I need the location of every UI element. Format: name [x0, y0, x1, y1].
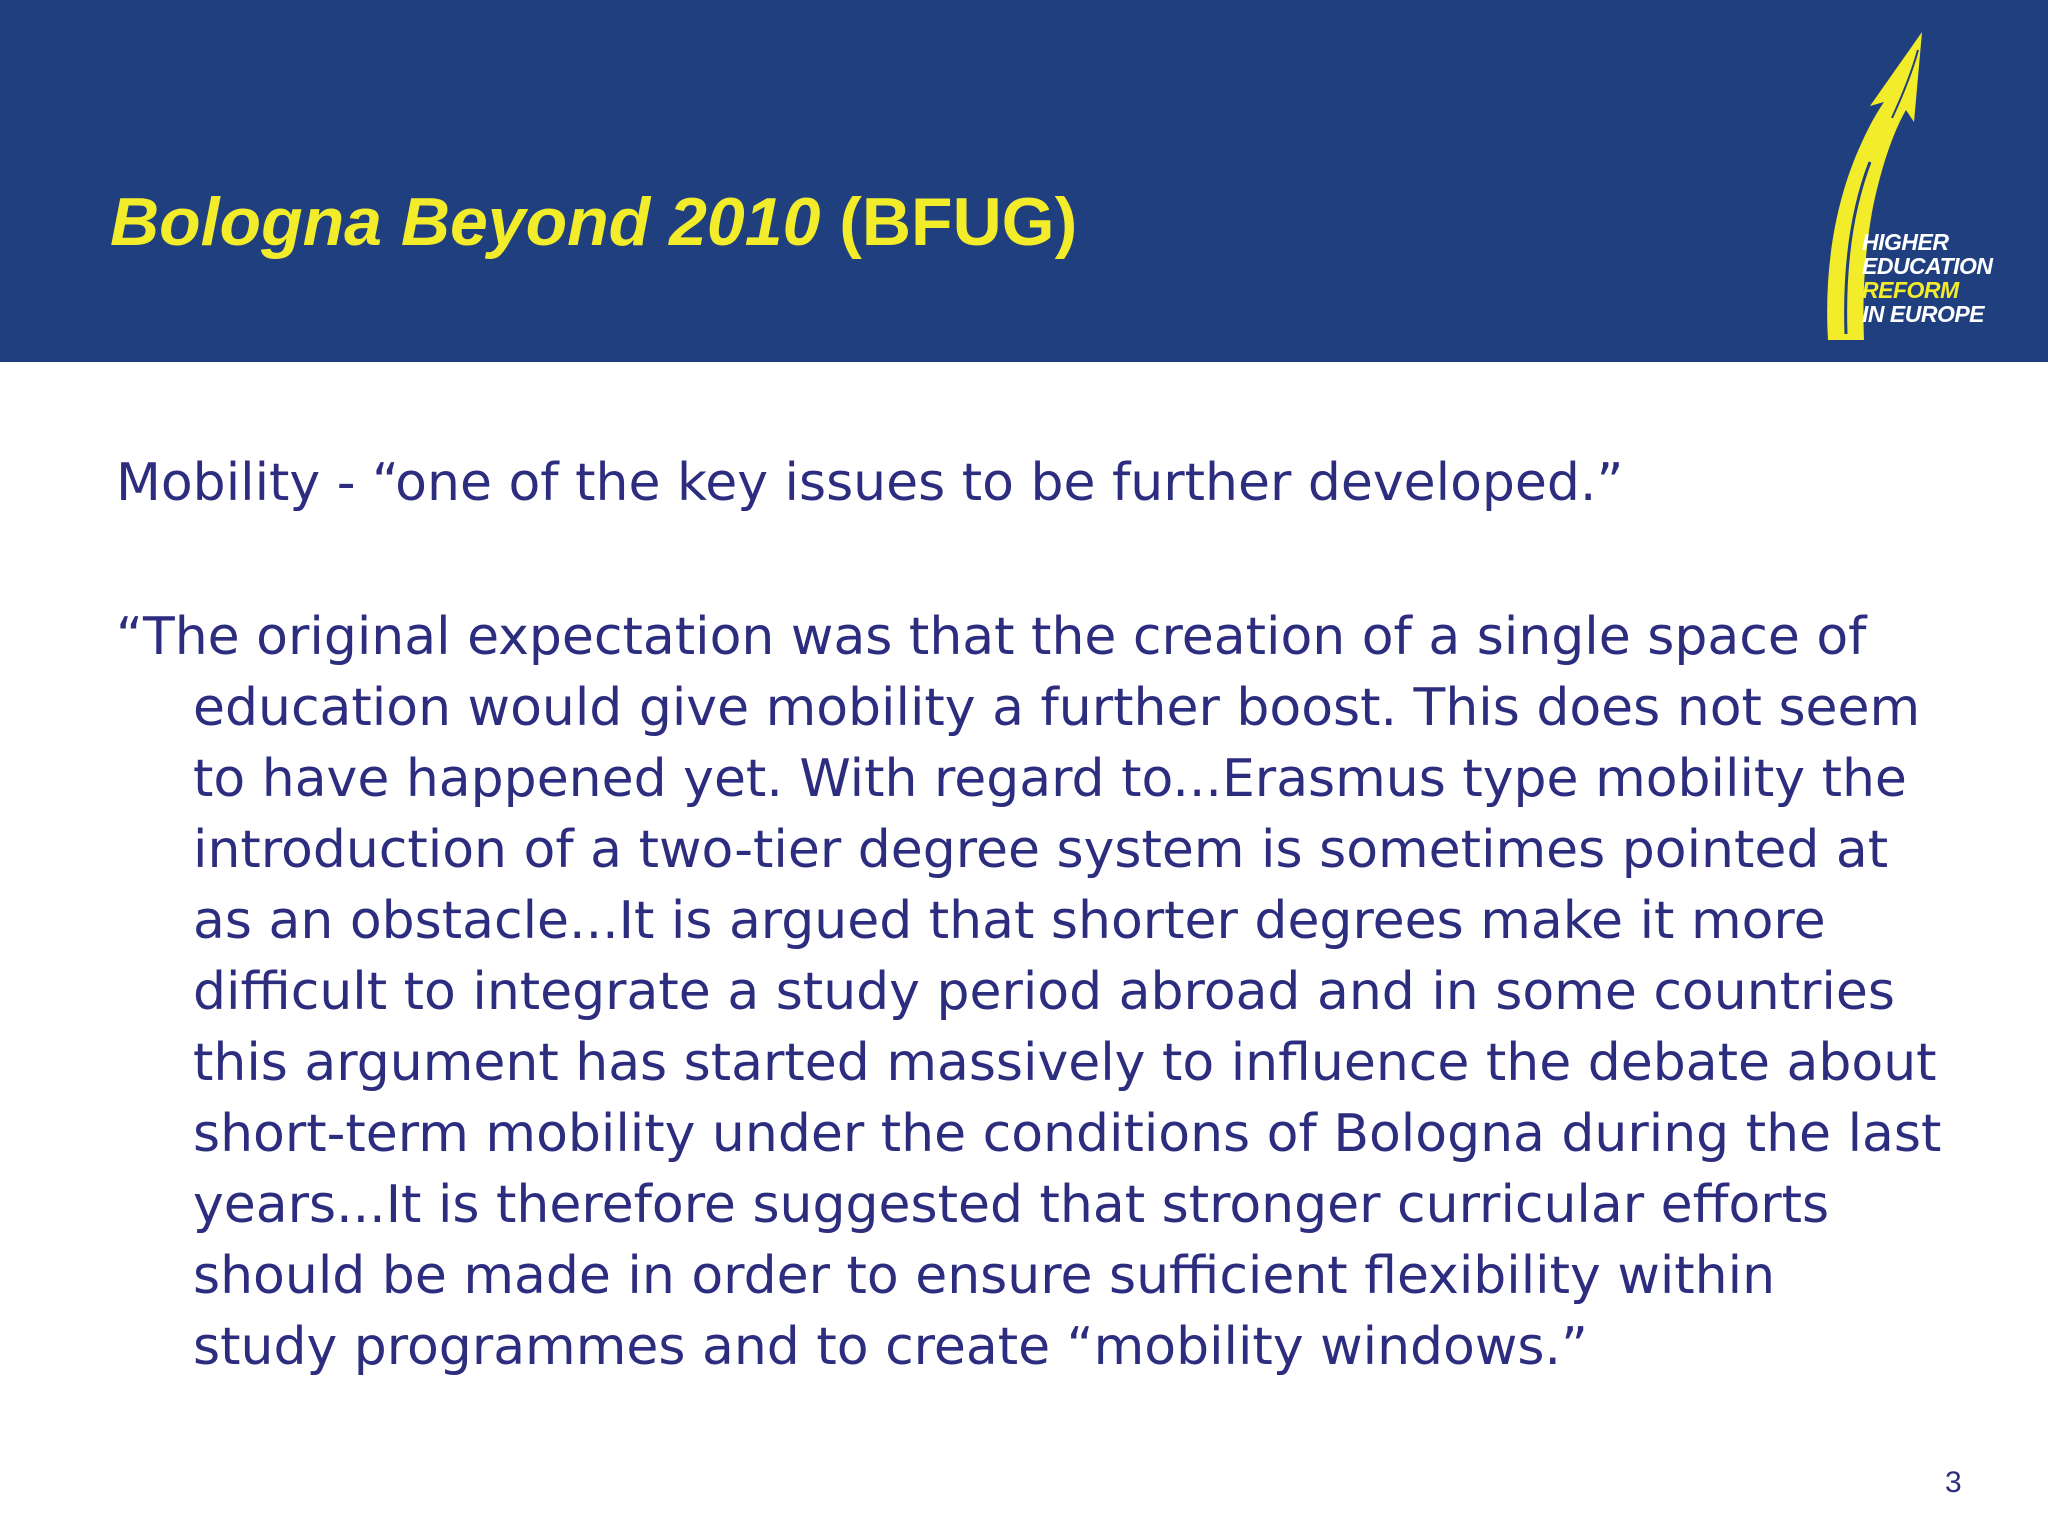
- quote-line: introduction of a two-tier degree system is sometimes pointed at: [193, 820, 1889, 880]
- quote-line: years...It is therefore suggested that stronger curricular efforts: [193, 1175, 1830, 1235]
- bfug-quote: [116, 602, 1976, 1383]
- logo: [1800, 22, 1993, 352]
- quote-line: this argument has started massively to influence the debate about: [193, 1033, 1937, 1093]
- quote-line: as an obstacle...It is argued that shorter degrees make it more: [193, 891, 1826, 951]
- page-number: 3: [1945, 1466, 1962, 1499]
- quote-line: to have happened yet. With regard to...Erasmus type mobility the: [193, 749, 1907, 809]
- page-title: [110, 180, 1077, 264]
- logo-line-reform: REFORM: [1862, 277, 1959, 303]
- logo-line-in-europe: IN EUROPE: [1862, 301, 1985, 327]
- quote-line: education would give mobility a further boost. This does not seem: [193, 678, 1921, 738]
- body-content: [116, 448, 1976, 1383]
- quote-line: “The original expectation was that the creation of a single space of: [116, 607, 1867, 667]
- logo-line-higher: HIGHER: [1862, 229, 1949, 255]
- header-banner: [0, 0, 2048, 362]
- quote-line: short-term mobility under the conditions of Bologna during the last: [193, 1104, 1942, 1164]
- title-italic: Bologna Beyond 2010: [110, 184, 821, 260]
- quote-line: should be made in order to ensure sufficient flexibility within: [193, 1246, 1776, 1306]
- logo-text: [1862, 230, 1993, 326]
- logo-line-education: EDUCATION: [1862, 253, 1993, 279]
- quote-line: difficult to integrate a study period abroad and in some countries: [193, 962, 1895, 1022]
- quote-line: study programmes and to create “mobility windows.”: [193, 1317, 1588, 1377]
- mobility-heading: Mobility - “one of the key issues to be further developed.”: [116, 453, 1624, 513]
- title-rest: (BFUG): [820, 184, 1078, 260]
